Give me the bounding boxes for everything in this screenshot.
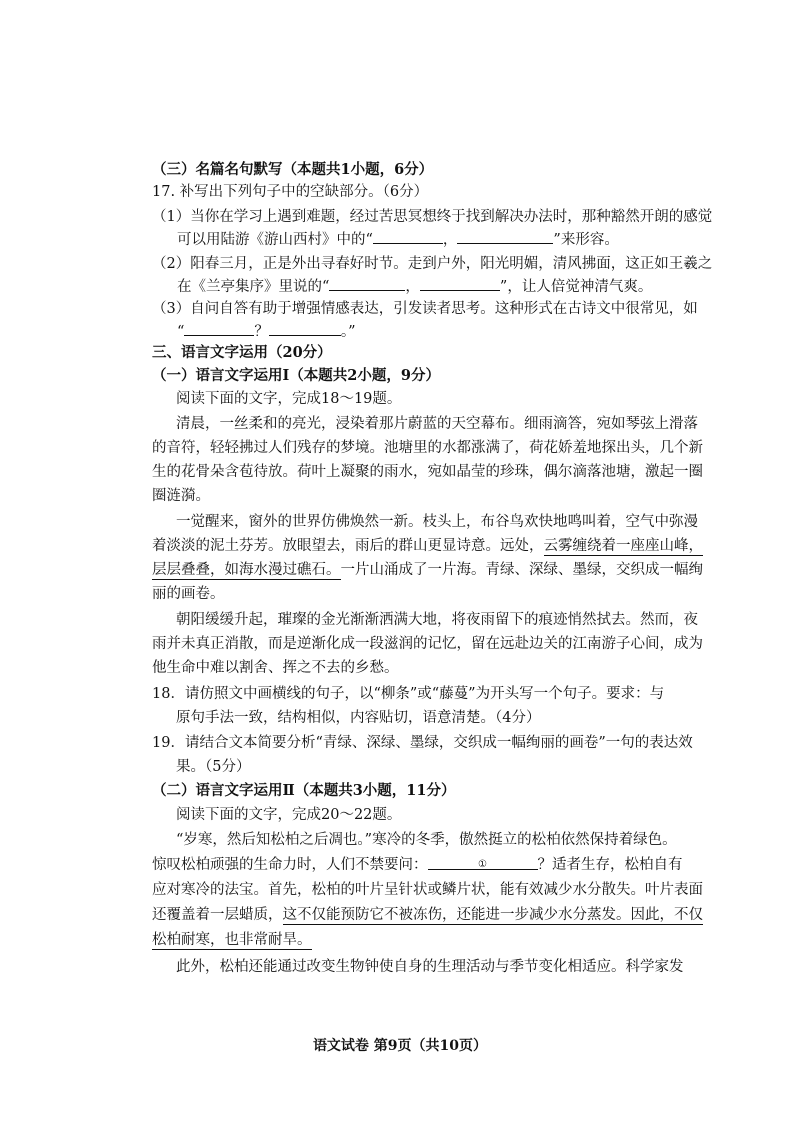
question-18-line1: 18．请仿照文中画横线的句子，以“柳条”或“藤蔓”为开头写一个句子。要求：与	[152, 686, 665, 702]
question-19-line2: 果。（5分）	[176, 759, 251, 775]
passage2-p1-line5	[152, 930, 312, 950]
answer-blank[interactable]	[457, 229, 553, 244]
reading-instruction-1: 阅读下面的文字，完成18～19题。	[176, 391, 402, 407]
q17-part2-separator: ，	[405, 279, 420, 295]
question-17: 17. 补写出下列句子中的空缺部分。（6分）	[152, 184, 429, 200]
underlined-sentence: 松柏耐寒，也非常耐旱。	[152, 932, 312, 948]
passage1-p3-line2: 雨并未真正消散，而是逆渐化成一段滋润的记忆，留在远赴边关的江南游子心间，成为	[152, 636, 703, 652]
underlined-sentence: 这不仅能预防它不被冻伤，还能进一步减少水分蒸发。因此，不仅	[282, 907, 703, 923]
passage1-p2-line2	[152, 536, 703, 556]
q17-part1-line1: （1）当你在学习上遇到难题，经过苦思冥想终于找到解决办法时，那种豁然开朗的感觉	[152, 209, 713, 225]
q17-part2-suffix: ”，让人倍觉神清气爽。	[499, 279, 653, 295]
answer-blank[interactable]	[373, 229, 443, 244]
passage1-p2-line1: 一觉醒来，窗外的世界仿佛焕然一新。枝头上，布谷鸟欢快地鸣叫着，空气中弥漫	[176, 514, 698, 530]
underlined-sentence: 层层叠叠，	[152, 562, 225, 578]
passage2-p1-line3: 应对寒冷的法宝。首先，松柏的叶片呈针状或鳞片状，能有效减少水分散失。叶片表面	[152, 882, 703, 898]
subsection-heading-1: （一）语言文字运用Ⅰ（本题共2小题，9分）	[152, 367, 440, 384]
q17-part2-prefix: 在《兰亭集序》里说的“	[177, 279, 330, 295]
passage2-p1-text: 惊叹松柏顽强的生命力时，人们不禁要问：	[152, 857, 428, 873]
q17-part2-line2	[177, 276, 652, 297]
q17-part3-line2	[177, 321, 356, 342]
q17-part3-question-mark: ？	[254, 324, 269, 340]
answer-blank[interactable]	[184, 321, 254, 336]
passage1-p2-line3	[152, 560, 703, 580]
passage2-p2-line1: 此外，松柏还能通过改变生物钟使自身的生理活动与季节变化相适应。科学家发	[176, 959, 684, 975]
passage2-p1-line2	[152, 855, 683, 875]
passage1-p1-line2: 的音符，轻轻拂过人们残存的梦境。池塘里的水都涨满了，荷花娇羞地探出头，几个新	[152, 440, 703, 456]
answer-blank[interactable]	[269, 321, 341, 336]
q17-part1-line2	[177, 229, 619, 250]
q17-part3-open-quote: “	[177, 324, 185, 340]
q17-part3-close-quote: 。”	[340, 324, 356, 340]
q17-part3-line1: （3）自问自答有助于增强情感表达，引发读者思考。这种形式在古诗文中很常见，如	[152, 301, 698, 317]
section-heading: （三）名篇名句默写（本题共1小题，6分）	[152, 161, 434, 178]
passage2-p1-text: 还覆盖着一层蜡质，	[152, 907, 283, 923]
passage2-p1-line1: “岁寒，然后知松柏之后凋也。”寒冷的冬季，傲然挺立的松柏依然保持着绿色。	[176, 832, 677, 848]
passage2-p1-line4	[152, 905, 703, 925]
answer-blank[interactable]	[329, 276, 405, 291]
passage1-p3-line1: 朝阳缓缓升起，璀璨的金光渐渐洒满大地，将夜雨留下的痕迹悄然拭去。然而，夜	[176, 612, 698, 628]
question-19-line1: 19．请结合文本简要分析“青绿、深绿、墨绿，交织成一幅绚丽的画卷”一句的表达效	[152, 735, 693, 751]
underlined-sentence: 如海水漫过礁石。	[224, 562, 341, 578]
answer-blank[interactable]	[420, 276, 500, 291]
subsection-heading-2: （二）语言文字运用Ⅱ（本题共3小题，11分）	[152, 782, 456, 799]
passage1-p2-line4: 丽的画卷。	[152, 586, 225, 602]
passage1-p2-text: 着淡淡的泥土芬芳。放眼望去，雨后的群山更显诗意。远处，	[152, 538, 544, 554]
page-footer: 语文试卷 第9页（共10页）	[312, 1038, 488, 1054]
q17-part1-suffix: ”来形容。	[553, 232, 619, 248]
passage1-p2-text: 一片山涌成了一片海。青绿、深绿、墨绿，交织成一幅绚	[340, 562, 703, 578]
q17-part1-separator: ，	[442, 232, 458, 248]
reading-instruction-2: 阅读下面的文字，完成20～22题。	[176, 807, 402, 823]
blank-number: ①	[478, 859, 487, 870]
passage1-p3-line3: 他生命中难以割舍、挥之不去的乡愁。	[152, 660, 399, 676]
passage1-p1-line3: 生的花骨朵含苞待放。荷叶上凝聚的雨水，宛如晶莹的珍珠，偶尔滴落池塘，激起一圈	[152, 464, 703, 480]
passage1-p1-line4: 圈涟漪。	[152, 488, 210, 504]
q17-part2-line1: （2）阳春三月，正是外出寻春好时节。走到户外，阳光明媚，清风拂面，这正如王羲之	[152, 256, 713, 272]
part-heading: 三、语言文字运用（20分）	[152, 344, 332, 361]
question-18-line2: 原句手法一致，结构相似，内容贴切，语意清楚。（4分）	[176, 710, 541, 726]
answer-blank[interactable]	[428, 855, 538, 870]
passage1-p1-line1: 清晨，一丝柔和的亮光，浸染着那片蔚蓝的天空幕布。细雨滴答，宛如琴弦上滑落	[176, 416, 698, 432]
underlined-sentence: 云雾缠绕着一座座山峰，	[543, 538, 703, 554]
passage2-p1-text: ？适者生存，松柏自有	[537, 857, 683, 873]
q17-part1-prefix: 可以用陆游《游山西村》中的“	[177, 232, 373, 248]
